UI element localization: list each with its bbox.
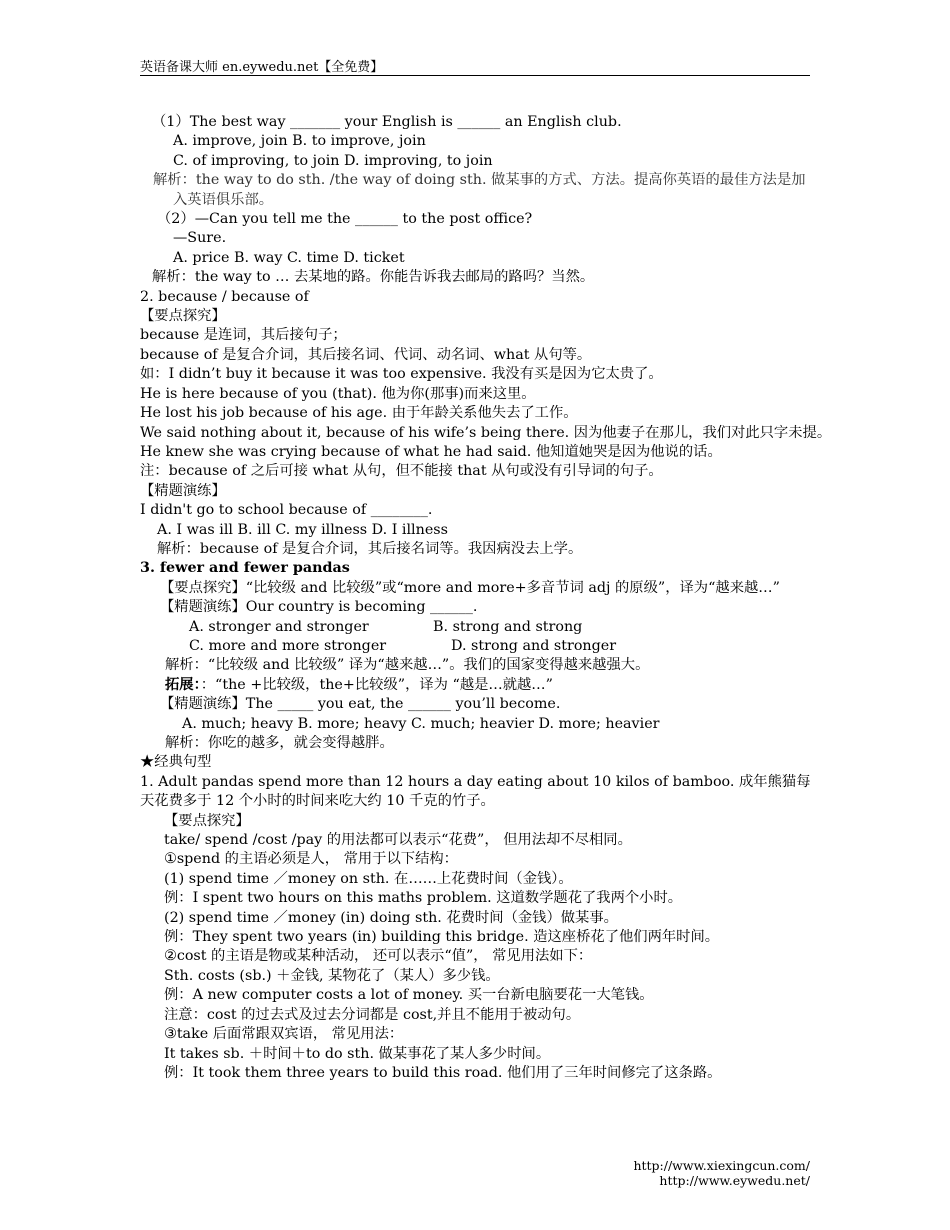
practice-explanation: 解析：because of 是复合介词，其后接名词等。我因病没去上学。: [157, 540, 583, 557]
classic-sentence-1: 1. Adult pandas spend more than 12 hours a day eating about 10 kilos of bamboo. 成年熊猫每天花费多于 12 个小时的时间来吃大约 10 千克的竹子。: [140, 773, 811, 810]
extension-text: ：“the +比较级，the+比较级”，译为 “越是…就越…”: [200, 676, 553, 693]
example-line: 例：It took them three years to build this road. 他们用了三年时间修完了这条路。: [164, 1064, 722, 1081]
text-line: It takes sb. ＋时间＋to do sth. 做某事花了某人多少时间。: [164, 1045, 551, 1062]
practice-explanation: 解析：你吃的越多，就会变得越胖。: [165, 735, 394, 751]
practice-question: I didn't go to school because of ________.: [140, 502, 433, 519]
example-line: He is here because of you (that). 他为你(那事)而来这里。: [140, 385, 536, 402]
example-line: 例：I spent two hours on this maths problem. 这道数学题花了我两个小时。: [164, 890, 683, 907]
question-2: （2）—Can you tell me the ______ to the post office?: [157, 211, 533, 228]
section-2-heading: 2. because / because of: [140, 288, 309, 305]
text-line: take/ spend /cost /pay 的用法都可以表示“花费”， 但用法却不尽相同。: [164, 832, 632, 849]
text-line: (2) spend time ／money (in) doing sth. 花费时间（金钱）做某事。: [164, 909, 618, 926]
key-points-label: 【要点探究】: [164, 812, 250, 829]
text-line: because of 是复合介词，其后接名词、代词、动名词、what 从句等。: [140, 346, 592, 363]
extension-line: [140, 676, 812, 695]
practice-question: 【精题演练】The _____ you eat, the ______ you’ll become.: [160, 696, 561, 713]
note-line: 注：because of 之后可接 what 从句，但不能接 that 从句或没有引导词的句子。: [140, 463, 663, 480]
text-line: ①spend 的主语必须是人， 常用于以下结构：: [164, 851, 458, 868]
section-3-heading: 3. fewer and fewer pandas: [140, 560, 350, 577]
option-b: B. strong and strong: [433, 618, 583, 635]
practice-options: A. much; heavy B. more; heavy C. much; heavier D. more; heavier: [182, 715, 660, 732]
header-text: 英语备课大师 en.eywedu.net【全免费】: [140, 60, 384, 75]
question-1-options-ab: A. improve, join B. to improve, join: [173, 133, 426, 150]
page-footer: http://www.xiexingcun.com/ http://www.eywedu.net/: [633, 1158, 810, 1188]
page-header: [140, 56, 810, 76]
example-line: He lost his job because of his age. 由于年龄关系他失去了工作。: [140, 405, 578, 422]
classic-sentences-heading: ★经典句型: [140, 754, 212, 771]
question-2-reply: —Sure.: [173, 230, 227, 247]
question-1: （1）The best way _______ your English is ______ an English club.: [152, 114, 622, 130]
example-line: 如：I didn’t buy it because it was too expensive. 我没有买是因为它太贵了。: [140, 366, 663, 383]
option-a: A. stronger and stronger: [189, 618, 369, 635]
key-points-comparative: 【要点探究】“比较级 and 比较级”或“more and more+多音节词 adj 的原级”，译为“越来越…”: [160, 579, 780, 596]
document-body: [140, 113, 832, 1083]
option-d: D. strong and stronger: [451, 637, 617, 654]
question-1-explanation: 解析：the way to do sth. /the way of doing sth. 做某事的方式、方法。提高你英语的最佳方法是加入英语俱乐部。: [153, 172, 806, 208]
practice-explanation: 解析：“比较级 and 比较级” 译为“越来越…”。我们的国家变得越来越强大。: [165, 657, 650, 674]
text-line: (1) spend time ／money on sth. 在……上花费时间（金钱）。: [164, 870, 573, 887]
text-line: because 是连词，其后接句子；: [140, 327, 347, 344]
example-line: 例：They spent two years (in) building this bridge. 造这座桥花了他们两年时间。: [164, 929, 720, 946]
question-2-options: A. price B. way C. time D. ticket: [173, 249, 405, 266]
note-line: 注意：cost 的过去式及过去分词都是 cost,并且不能用于被动句。: [164, 1006, 581, 1023]
extension-label: 拓展：: [165, 676, 201, 693]
text-line: ②cost 的主语是物或某种活动， 还可以表示“值”， 常见用法如下：: [164, 948, 593, 965]
practice-options-row: [140, 637, 812, 656]
key-points-label: 【要点探究】: [140, 308, 226, 325]
example-line: 例：A new computer costs a lot of money. 买一台新电脑要花一大笔钱。: [164, 987, 654, 1004]
question-1-options-cd: C. of improving, to join D. improving, to join: [173, 152, 493, 169]
example-line: We said nothing about it, because of his wife’s being there. 因为他妻子在那儿，我们对此只字未提。: [140, 424, 832, 441]
example-line: He knew she was crying because of what he had said. 他知道她哭是因为他说的话。: [140, 443, 722, 460]
practice-label: 【精题演练】: [140, 482, 226, 499]
practice-options-row: [140, 618, 812, 637]
question-2-explanation: 解析：the way to … 去某地的路。你能告诉我去邮局的路吗？当然。: [152, 269, 595, 286]
practice-options: A. I was ill B. ill C. my illness D. I illness: [157, 521, 448, 538]
text-line: ③take 后面常跟双宾语， 常见用法：: [164, 1026, 404, 1043]
text-line: Sth. costs (sb.) ＋金钱, 某物花了（某人）多少钱。: [164, 967, 500, 984]
practice-question: 【精题演练】Our country is becoming ______.: [160, 599, 478, 616]
option-c: C. more and more stronger: [189, 637, 387, 654]
